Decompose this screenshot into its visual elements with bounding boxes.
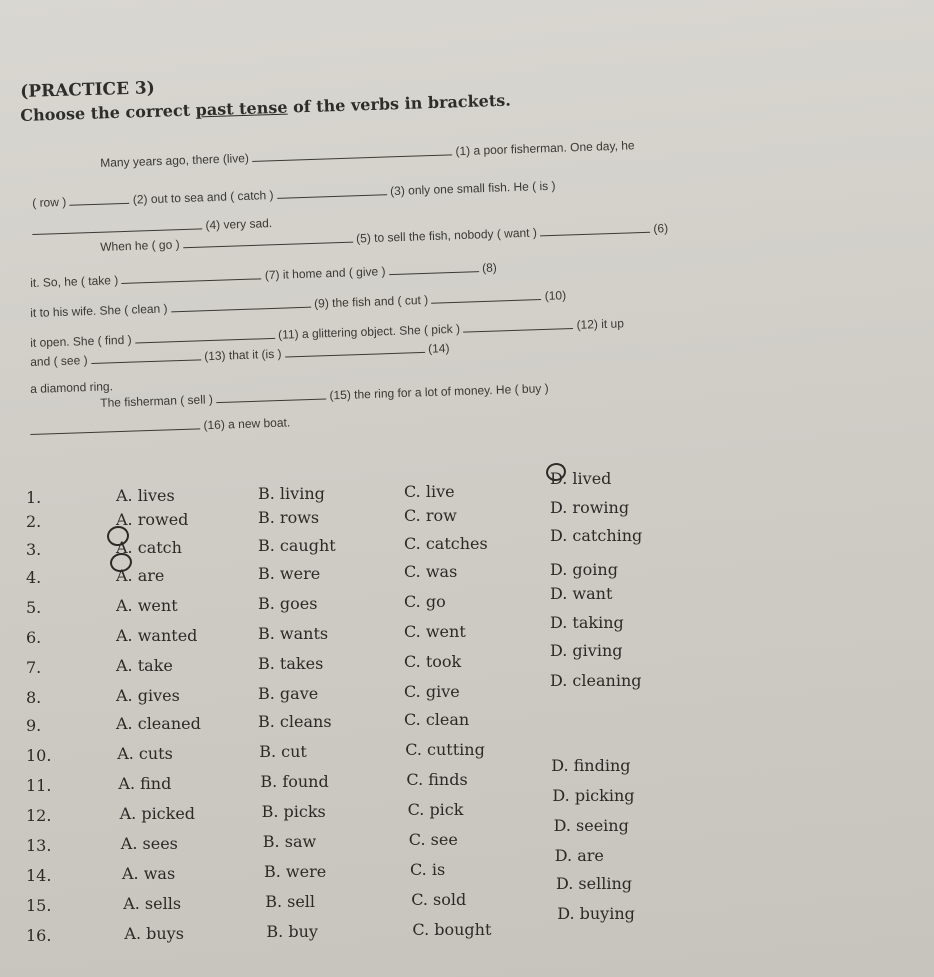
question-number: 2. — [26, 512, 42, 531]
passage-text: (11) a glittering object. She ( pick ) — [277, 321, 461, 342]
answer-blank-1[interactable] — [252, 144, 452, 162]
question-number: 4. — [26, 568, 42, 587]
passage-line-1 — [100, 138, 635, 170]
question-number: 11. — [26, 776, 52, 795]
passage-text: (16) a new boat. — [203, 415, 291, 433]
passage-text: and ( see ) — [30, 353, 88, 369]
passage-text: (7) it home and ( give ) — [264, 264, 386, 283]
option-c[interactable]: C. live — [404, 482, 455, 501]
option-d[interactable]: D. are — [554, 846, 604, 865]
passage-text: it to his wife. She ( clean ) — [30, 301, 168, 320]
question-number: 16. — [26, 926, 52, 945]
option-c[interactable]: C. clean — [404, 710, 470, 729]
passage-text: it. So, he ( take ) — [30, 273, 119, 290]
option-d[interactable]: D. want — [550, 584, 613, 603]
option-d[interactable]: D. selling — [556, 874, 633, 893]
option-a[interactable]: A. sells — [123, 894, 182, 913]
option-c[interactable]: C. go — [404, 592, 446, 611]
option-d[interactable]: D. buying — [557, 904, 635, 923]
option-d[interactable]: D. picking — [552, 786, 635, 805]
answer-blank-11[interactable] — [135, 328, 275, 344]
passage-text: (1) a poor fisherman. One day, he — [455, 138, 635, 159]
question-number: 6. — [26, 628, 42, 647]
option-c[interactable]: C. is — [410, 860, 446, 879]
passage-line-11 — [30, 415, 290, 438]
option-c[interactable]: C. pick — [407, 800, 464, 819]
option-b[interactable]: B. rows — [258, 508, 320, 527]
option-c[interactable]: C. see — [408, 830, 458, 849]
option-d[interactable]: D. giving — [550, 641, 623, 660]
option-b[interactable]: B. sell — [265, 892, 316, 911]
option-a[interactable]: A. gives — [116, 686, 180, 705]
option-a[interactable]: A. went — [116, 596, 178, 615]
option-c[interactable]: C. cutting — [405, 740, 485, 759]
option-c[interactable]: C. give — [404, 682, 460, 701]
passage-text: (10) — [544, 288, 567, 303]
passage-text: it open. She ( find ) — [30, 332, 132, 350]
question-number: 8. — [26, 688, 42, 707]
option-a[interactable]: A. lives — [116, 486, 175, 505]
option-d[interactable]: D. cleaning — [550, 671, 642, 690]
passage-text: (14) — [427, 341, 450, 356]
passage-text: (15) the ring for a lot of money. He ( buy ) — [329, 381, 549, 403]
option-a[interactable]: A. catch — [116, 538, 182, 557]
worksheet-title: (PRACTICE 3) — [20, 78, 156, 102]
option-a[interactable]: A. wanted — [116, 626, 198, 645]
option-a[interactable]: A. are — [116, 566, 165, 585]
answer-blank-6[interactable] — [540, 222, 650, 237]
question-number: 3. — [26, 540, 42, 559]
answer-blank-7[interactable] — [121, 268, 261, 284]
option-d[interactable]: D. seeing — [553, 816, 629, 835]
answer-blank-9[interactable] — [171, 297, 311, 313]
passage-text: (4) very sad. — [205, 216, 273, 233]
option-c[interactable]: C. finds — [406, 770, 468, 789]
answer-blank-15[interactable] — [216, 389, 326, 404]
option-d[interactable]: D. finding — [551, 756, 631, 775]
option-d[interactable]: D. going — [550, 560, 618, 579]
option-b[interactable]: B. wants — [258, 624, 329, 643]
answer-blank-2[interactable] — [69, 193, 129, 206]
answer-blank-8[interactable] — [389, 261, 479, 275]
option-c[interactable]: C. sold — [411, 890, 467, 909]
question-number: 5. — [26, 598, 42, 617]
option-a[interactable]: A. take — [116, 656, 173, 675]
option-c[interactable]: C. went — [404, 622, 466, 641]
question-number: 7. — [26, 658, 42, 677]
option-b[interactable]: B. picks — [261, 802, 326, 821]
question-number: 14. — [26, 866, 52, 885]
passage-text: (2) out to sea and ( catch ) — [132, 187, 274, 207]
passage-line-5 — [30, 261, 497, 290]
passage-text: The fisherman ( sell ) — [100, 392, 214, 410]
option-b[interactable]: B. saw — [262, 832, 317, 851]
answer-blank-13[interactable] — [91, 349, 201, 364]
option-c[interactable]: C. catches — [404, 534, 488, 553]
passage-text: (3) only one small fish. He ( is ) — [389, 178, 556, 199]
option-b[interactable]: B. were — [264, 862, 327, 881]
passage-line-9 — [30, 379, 113, 396]
option-a[interactable]: A. cleaned — [116, 714, 201, 733]
instruction-underlined: past tense — [195, 97, 288, 120]
option-c[interactable]: C. row — [404, 506, 457, 525]
option-b[interactable]: B. takes — [258, 654, 324, 673]
option-b[interactable]: B. living — [258, 484, 325, 503]
passage-line-6 — [30, 288, 566, 320]
passage-text: a diamond ring. — [30, 379, 114, 396]
answer-blank-12[interactable] — [463, 318, 573, 333]
option-a[interactable]: A. was — [122, 864, 176, 883]
answer-blank-14[interactable] — [285, 342, 425, 358]
answer-blank-5[interactable] — [183, 232, 353, 249]
option-b[interactable]: B. goes — [258, 594, 318, 613]
passage-text: (13) that it (is ) — [203, 346, 282, 364]
option-b[interactable]: B. buy — [266, 922, 318, 941]
question-number: 15. — [26, 896, 52, 915]
option-d[interactable]: D. rowing — [550, 498, 630, 517]
passage-text: When he ( go ) — [100, 237, 180, 254]
option-b[interactable]: B. caught — [258, 536, 336, 555]
passage-line-2 — [32, 179, 556, 210]
option-d[interactable]: D. catching — [550, 526, 643, 545]
option-b[interactable]: B. gave — [258, 684, 319, 703]
option-a[interactable]: A. rowed — [116, 510, 189, 529]
question-number: 12. — [26, 806, 52, 825]
answer-blank-4[interactable] — [32, 218, 202, 235]
option-a[interactable]: A. sees — [120, 834, 178, 853]
option-c[interactable]: C. was — [404, 562, 458, 581]
question-number: 9. — [26, 716, 42, 735]
instruction-text-end: of the verbs in brackets. — [287, 90, 512, 117]
option-b[interactable]: B. were — [258, 564, 321, 583]
passage-text: (6) — [653, 221, 669, 236]
passage-text: (8) — [481, 260, 498, 276]
passage-line-10 — [100, 381, 549, 410]
option-b[interactable]: B. cut — [259, 742, 307, 761]
option-b[interactable]: B. cleans — [258, 712, 332, 731]
instruction-text: Choose the correct — [20, 100, 196, 125]
answer-blank-10[interactable] — [431, 289, 541, 304]
passage-text: Many years ago, there (live) — [100, 151, 250, 170]
question-number: 1. — [26, 488, 42, 507]
question-number: 10. — [26, 746, 52, 765]
passage-text: ( row ) — [32, 194, 67, 210]
option-d[interactable]: D. lived — [550, 469, 612, 488]
option-a[interactable]: A. buys — [124, 924, 184, 943]
passage-text: (12) it up — [576, 316, 625, 332]
passage-text: (5) to sell the fish, nobody ( want ) — [355, 225, 538, 246]
option-a[interactable]: A. cuts — [117, 744, 173, 763]
option-a[interactable]: A. find — [118, 774, 172, 793]
option-d[interactable]: D. taking — [550, 613, 624, 632]
option-c[interactable]: C. took — [404, 652, 462, 671]
option-c[interactable]: C. bought — [412, 920, 492, 939]
passage-text: (9) the fish and ( cut ) — [313, 292, 429, 311]
question-number: 13. — [26, 836, 52, 855]
option-a[interactable]: A. picked — [119, 804, 196, 823]
answer-blank-3[interactable] — [277, 184, 387, 199]
option-b[interactable]: B. found — [260, 772, 329, 791]
answer-blank-16[interactable] — [30, 418, 200, 435]
